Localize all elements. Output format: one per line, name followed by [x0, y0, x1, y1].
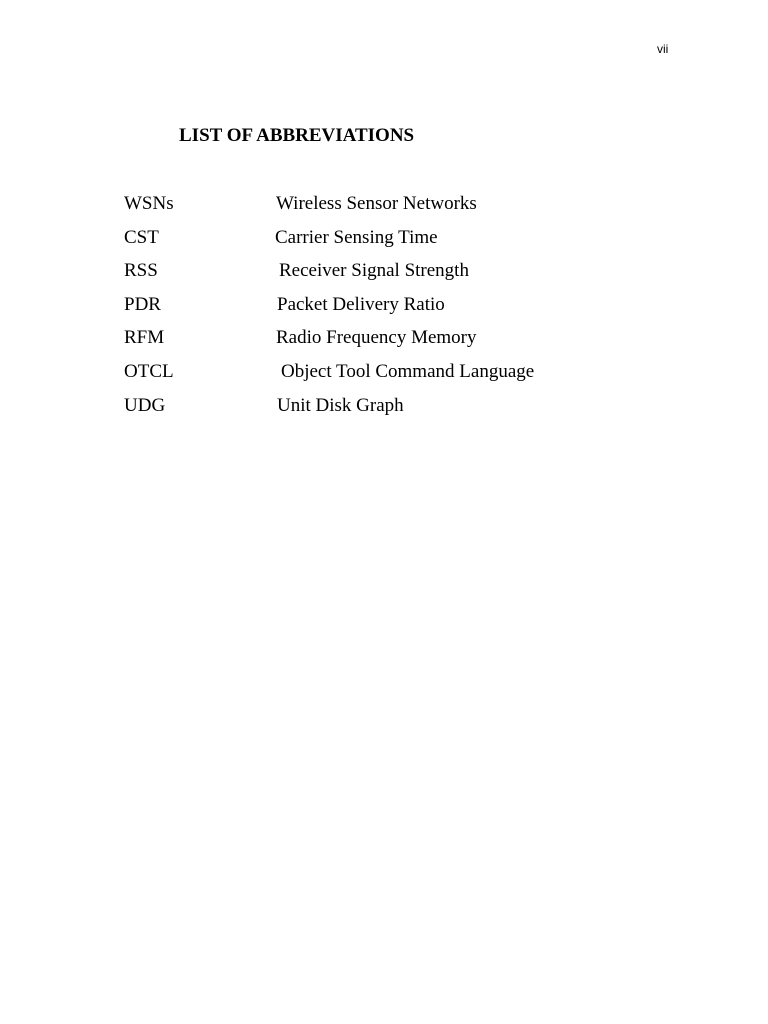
abbreviation-list [124, 191, 724, 426]
abbreviation-term: UDG [124, 394, 166, 416]
page-number: vii [657, 42, 669, 56]
page-title: LIST OF ABBREVIATIONS [179, 125, 415, 146]
abbreviation-row [124, 325, 724, 359]
abbreviation-term: RFM [124, 327, 165, 349]
abbreviation-definition: Wireless Sensor Networks [276, 193, 477, 214]
abbreviation-definition: Receiver Signal Strength [279, 260, 469, 282]
abbreviation-term: OTCL [124, 360, 174, 382]
abbreviation-definition: Unit Disk Graph [277, 394, 404, 416]
abbreviation-definition: Packet Delivery Ratio [277, 293, 445, 315]
abbreviation-row [124, 393, 724, 427]
abbreviation-term: WSNs [124, 193, 174, 214]
abbreviation-row [124, 191, 724, 225]
abbreviation-definition: Radio Frequency Memory [276, 327, 477, 349]
abbreviation-row [124, 359, 724, 393]
abbreviation-term: PDR [124, 293, 161, 315]
abbreviation-definition: Carrier Sensing Time [275, 226, 438, 248]
abbreviation-row [124, 258, 724, 292]
abbreviation-term: CST [124, 226, 159, 248]
abbreviation-row [124, 292, 724, 326]
abbreviation-term: RSS [124, 260, 158, 282]
abbreviation-row [124, 225, 724, 259]
abbreviation-definition: Object Tool Command Language [281, 360, 535, 382]
